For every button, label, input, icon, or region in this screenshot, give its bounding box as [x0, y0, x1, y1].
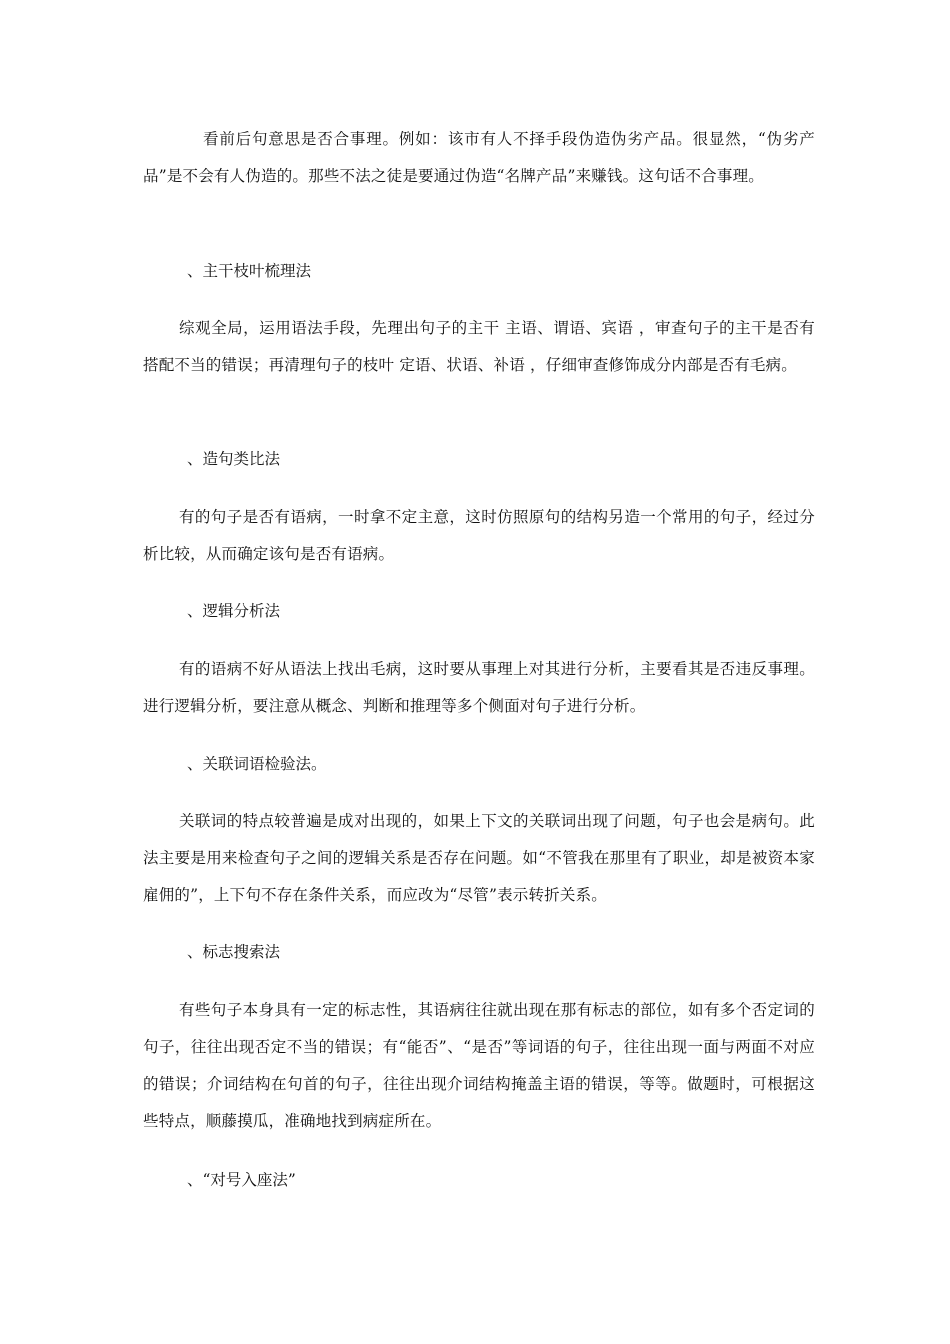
paragraph-trunk-branch-method: 综观全局，运用语法手段，先理出句子的主干 主语、谓语、宾语 ，审查句子的主干是否有搭配不当的错误；再清理句子的枝叶 定语、状语、补语 ，仔细审查修饰成分内部是否有毛病。 [143, 319, 815, 374]
paragraph-logic-analysis-method: 有的语病不好从语法上找出毛病，这时要从事理上对其进行分析，主要看其是否违反事理。进行逻辑分析，要注意从概念、判断和推理等多个侧面对句子进行分析。 [143, 660, 815, 715]
paragraph-analogy-method: 有的句子是否有语病，一时拿不定主意，这时仿照原句的结构另造一个常用的句子，经过分析比较，从而确定该句是否有语病。 [143, 508, 815, 563]
paragraph-event-logic: 看前后句意思是否合事理。例如：该市有人不择手段伪造伪劣产品。很显然，“伪劣产品”是不会有人伪造的。那些不法之徒是要通过伪造“名牌产品”来赚钱。这句话不合事理。 [143, 130, 815, 185]
heading-seat-matching-method: 、“对号入座法” [187, 1171, 296, 1189]
heading-analogy-method: 、造句类比法 [187, 450, 281, 468]
heading-conjunction-check-method: 、关联词语检验法。 [187, 755, 327, 773]
heading-logic-analysis-method: 、逻辑分析法 [187, 602, 281, 620]
heading-marker-search-method: 、标志搜索法 [187, 943, 281, 961]
paragraph-conjunction-check-method: 关联词的特点较普遍是成对出现的，如果上下文的关联词出现了问题，句子也会是病句。此法主要是用来检查句子之间的逻辑关系是否存在问题。如“不管我在那里有了职业，却是被资本家雇佣的”，上下句不存在条件关系，而应改为“尽管”表示转折关系。 [143, 812, 815, 904]
heading-trunk-branch-method: 、主干枝叶梳理法 [187, 262, 312, 280]
paragraph-marker-search-method: 有些句子本身具有一定的标志性，其语病往往就出现在那有标志的部位，如有多个否定词的句子，往往出现否定不当的错误；有“能否”、“是否”等词语的句子，往往出现一面与两面不对应的错误；介词结构在句首的句子，往往出现介词结构掩盖主语的错误，等等。做题时，可根据这些特点，顺藤摸瓜，准确地找到病症所在。 [143, 1001, 815, 1130]
